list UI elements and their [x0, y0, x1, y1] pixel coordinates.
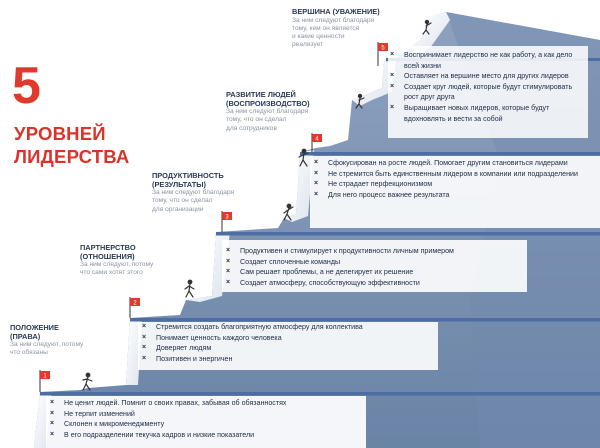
cross-bullet-icon: ×: [390, 82, 395, 90]
level-3-bullets: [226, 246, 454, 288]
list-item: [142, 343, 363, 354]
bullet-text: Продуктивен и стимулирует к продуктивности личным примером: [240, 247, 454, 255]
bullet-text: Не страдает перфекционизмом: [328, 180, 433, 189]
level-2-desc: [80, 261, 153, 277]
level-3-desc-line: За ним следуют благодаря: [152, 189, 235, 197]
level-1-bullets: [50, 398, 286, 440]
band-level-2: [130, 318, 600, 322]
cross-bullet-icon: ×: [314, 169, 319, 177]
bullet-text: Создает атмосферу, способствующую эффективности: [240, 278, 420, 287]
flag-number: 3: [225, 214, 229, 221]
level-5-desc-line: и какие ценности: [292, 33, 345, 40]
list-item: [390, 50, 586, 71]
bullet-text: Стремится создать благоприятную атмосферу для коллектива: [156, 323, 363, 331]
level-5-title-line: ВЕРШИНА (УВАЖЕНИЕ): [292, 7, 380, 16]
bullet-text: Сфокусирован на росте людей. Помогает другим становиться лидерами: [328, 159, 568, 167]
cross-bullet-icon: ×: [226, 257, 231, 265]
heading-number: 5: [12, 57, 41, 115]
level-2-title-line: ПАРТНЕРСТВО: [80, 243, 136, 252]
level-5-desc-line: За ним следуют благодаря: [292, 16, 375, 24]
flag-number: 2: [133, 300, 137, 307]
bullet-text: Понимает ценность каждого человека: [156, 333, 282, 342]
level-5-desc-line: реализует: [292, 41, 324, 49]
heading-title: [14, 122, 129, 168]
cross-bullet-icon: ×: [50, 420, 55, 428]
list-item: [142, 354, 363, 365]
level-3-title-line: ПРОДУКТИВНОСТЬ: [152, 171, 224, 180]
list-item: [390, 71, 586, 82]
level-4-title-line: РАЗВИТИЕ ЛЮДЕЙ: [226, 90, 296, 99]
bullet-text: Не терпит изменений: [64, 409, 135, 418]
list-item: [142, 322, 363, 333]
level-3-title-line: (РЕЗУЛЬТАТЫ): [152, 179, 206, 189]
level-4-labels: [226, 91, 310, 133]
level-1-title-line: (ПРАВА): [10, 331, 41, 341]
cross-bullet-icon: ×: [142, 323, 147, 330]
level-4-desc-line: тому, что он сделал: [226, 116, 287, 124]
bullet-text: Склонен к микроменеджменту: [64, 420, 165, 429]
level-1-title: [10, 324, 83, 341]
cross-bullet-icon: ×: [390, 51, 395, 58]
flag-icon: [40, 370, 50, 392]
flag-icon: [130, 297, 140, 318]
band-level-1: [40, 392, 600, 396]
level-1-desc-line: что обязаны: [10, 349, 48, 357]
cross-bullet-icon: ×: [50, 409, 55, 417]
level-3-desc-line: тому, что он сделал: [152, 197, 213, 205]
list-item: [390, 82, 586, 103]
list-item: [50, 430, 286, 441]
level-1-desc: [10, 341, 83, 357]
level-4-title: [226, 91, 310, 108]
level-3-desc: [152, 189, 234, 214]
level-5-labels: [292, 8, 380, 49]
list-item: [314, 158, 596, 169]
band-level-3: [216, 232, 600, 236]
cross-bullet-icon: ×: [314, 190, 319, 198]
bullet-text: Оставляет на вершине место для других лидеров: [404, 72, 569, 81]
bullet-text: Доверяет людям: [156, 344, 212, 353]
list-item: [142, 333, 363, 344]
level-2-desc-line: За ним следуют, потому: [80, 261, 154, 269]
flag-number: 5: [381, 45, 385, 52]
level-2-title: [80, 244, 153, 261]
bullet-text: Не стремится быть единственным лидером в компании или подразделении: [328, 169, 578, 178]
level-4-desc: [226, 108, 310, 133]
heading-line-2: ЛИДЕРСТВА: [14, 146, 130, 167]
cross-bullet-icon: ×: [226, 278, 231, 286]
level-2-desc-line: что сами хотят этого: [80, 269, 143, 277]
cross-bullet-icon: ×: [142, 344, 147, 352]
cross-bullet-icon: ×: [50, 399, 55, 406]
bullet-text: Сам решает проблемы, а не делегирует их решение: [240, 268, 414, 277]
level-3-title: [152, 172, 234, 189]
level-5-bullets: [390, 50, 586, 124]
band-level-4: [300, 152, 600, 156]
cross-bullet-icon: ×: [226, 268, 231, 276]
bullet-text: Для него процесс важнее результата: [328, 190, 450, 199]
level-1-labels: [10, 324, 83, 358]
level-2-labels: [80, 244, 153, 278]
bullet-text: Воспринимает лидерство не как работу, а как дело всей жизни: [404, 51, 573, 70]
list-item: [226, 278, 454, 289]
climber-icon: [185, 280, 194, 297]
flag-number: 1: [43, 373, 47, 380]
level-4-title-line: (ВОСПРОИЗВОДСТВО): [226, 98, 310, 108]
list-item: [50, 398, 286, 409]
level-3-labels: [152, 172, 234, 214]
climber-icon: [83, 373, 92, 390]
flag-number: 4: [315, 136, 319, 143]
cross-bullet-icon: ×: [390, 72, 395, 80]
bullet-text: Создает сплоченные команды: [240, 257, 341, 266]
cross-bullet-icon: ×: [314, 180, 319, 188]
level-1-title-line: ПОЛОЖЕНИЕ: [10, 323, 59, 332]
list-item: [226, 267, 454, 278]
level-4-bullets: [314, 158, 596, 200]
list-item: [314, 190, 596, 201]
level-2-bullets: [142, 322, 363, 364]
list-item: [50, 419, 286, 430]
level-2-title-line: (ОТНОШЕНИЯ): [80, 251, 135, 261]
bullet-text: Позитивен и энергичен: [156, 354, 233, 363]
level-5-desc-line: тому, кем он является: [292, 24, 360, 32]
bullet-text: Не ценит людей. Помнит о своих правах, забывая об обязанностях: [64, 399, 287, 407]
cross-bullet-icon: ×: [226, 247, 231, 254]
bullet-text: Создает круг людей, которые будут стимулировать рост друг друга: [404, 82, 573, 102]
cross-bullet-icon: ×: [142, 333, 147, 341]
list-item: [314, 169, 596, 180]
level-4-desc-line: для сотрудников: [226, 124, 277, 132]
list-item: [50, 409, 286, 420]
cross-bullet-icon: ×: [314, 159, 319, 166]
level-5-desc: [292, 17, 380, 50]
flag-icon: [222, 211, 232, 232]
cross-bullet-icon: ×: [390, 103, 395, 111]
level-4-desc-line: За ним следуют благодаря: [226, 108, 309, 116]
list-item: [314, 179, 596, 190]
list-item: [226, 257, 454, 268]
level-1-desc-line: За ним следуют, потому: [10, 341, 84, 349]
heading-line-1: УРОВНЕЙ: [14, 123, 106, 144]
bullet-text: В его подразделении текучка кадров и низкие показатели: [64, 430, 255, 439]
list-item: [390, 103, 586, 124]
level-3-desc-line: для организации: [152, 205, 204, 213]
bullet-text: Выращивает новых лидеров, которые будут вдохновлять и вести за собой: [404, 103, 550, 123]
list-item: [226, 246, 454, 257]
cross-bullet-icon: ×: [142, 354, 147, 362]
cross-bullet-icon: ×: [50, 430, 55, 438]
level-5-title: [292, 8, 380, 17]
